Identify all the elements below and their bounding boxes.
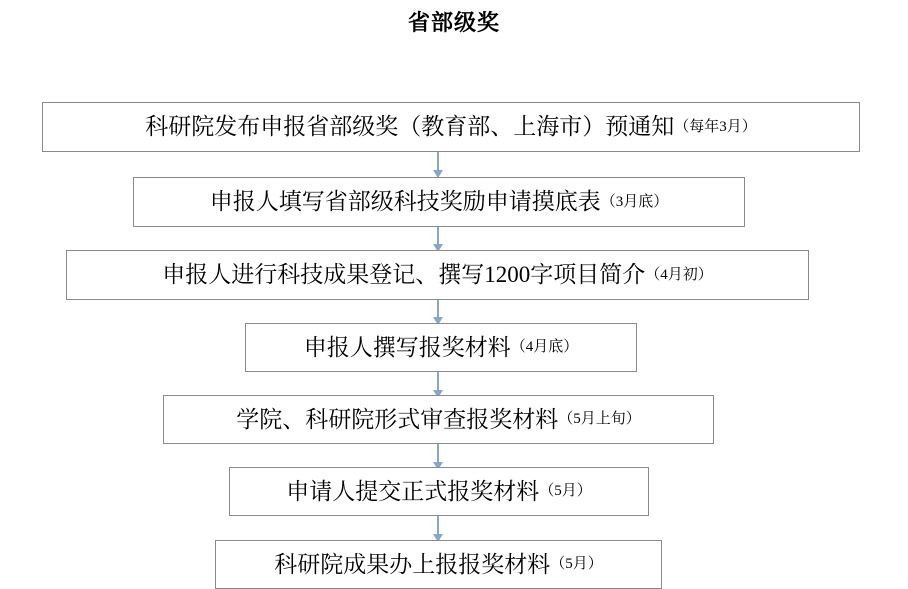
flow-node-7[interactable] [215,540,662,589]
connector-arrow-3 [437,299,439,324]
connector-arrow-4 [437,372,439,397]
flow-node-2[interactable] [133,177,745,227]
flow-node-2-note: （3月底） [600,193,669,210]
connector-arrow-6 [437,516,439,541]
flow-node-4-note: （4月底） [510,339,579,356]
flow-node-6-label: 申请人提交正式报奖材料 [286,478,540,504]
flow-node-6-note: （5月） [539,483,592,500]
flow-node-3[interactable] [66,250,809,300]
flow-node-5[interactable] [163,395,714,444]
page-title: 省部级奖 [407,10,500,35]
flow-node-1-label: 科研院发布申报省部级奖（教育部、上海市）预通知 [145,114,675,140]
flow-node-3-label: 申报人进行科技成果登记、撰写1200字项目简介 [162,262,646,288]
flow-node-3-note: （4月初） [645,266,713,283]
flow-node-7-note: （5月） [550,556,603,573]
connector-arrow-2 [437,226,439,251]
flow-node-1[interactable] [42,102,860,152]
flow-node-4[interactable] [245,323,637,372]
flow-node-5-label: 学院、科研院形式审查报奖材料 [236,406,559,432]
connector-arrow-1 [437,151,439,177]
flow-node-6[interactable] [229,467,649,516]
flow-node-1-note: （每年3月） [674,118,757,135]
flow-node-4-label: 申报人撰写报奖材料 [303,334,511,360]
flow-node-7-label: 科研院成果办上报报奖材料 [274,551,551,577]
connector-arrow-5 [437,444,439,469]
flow-node-2-label: 申报人填写省部级科技奖励申请摸底表 [209,189,601,215]
flow-node-5-note: （5月上旬） [558,411,641,428]
flowchart [0,38,908,577]
